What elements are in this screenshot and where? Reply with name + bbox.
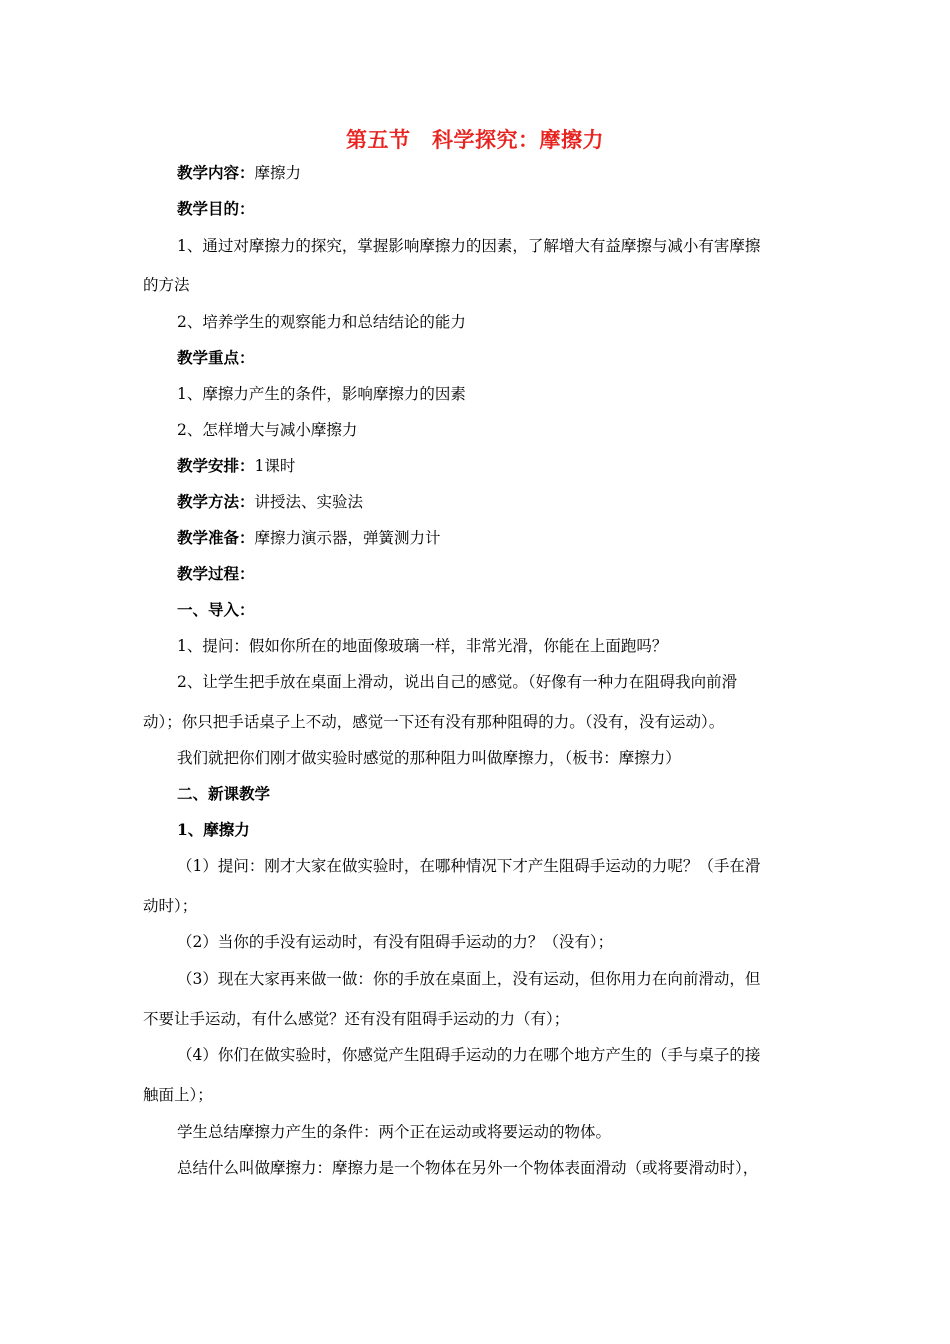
doc-line bbox=[177, 456, 847, 476]
line-text: 2、培养学生的观察能力和总结结论的能力 bbox=[177, 313, 466, 331]
doc-line bbox=[177, 748, 847, 768]
line-label: 教学安排： bbox=[177, 456, 255, 475]
doc-line bbox=[177, 420, 847, 440]
doc-line bbox=[177, 820, 847, 840]
doc-line bbox=[177, 1158, 847, 1178]
doc-line bbox=[143, 896, 813, 916]
line-text: 讲授法、实验法 bbox=[254, 493, 364, 511]
line-text: 1、提问：假如你所在的地面像玻璃一样，非常光滑，你能在上面跑吗？ bbox=[177, 637, 668, 655]
line-label: 教学过程： bbox=[177, 564, 255, 583]
line-text: 总结什么叫做摩擦力：摩擦力是一个物体在另外一个物体表面滑动（或将要滑动时）， bbox=[177, 1159, 759, 1177]
doc-line bbox=[177, 1122, 847, 1142]
doc-line bbox=[177, 312, 847, 332]
line-text: 1课时 bbox=[254, 457, 296, 475]
line-text: 不要让手运动，有什么感觉？还有没有阻碍手运动的力（有）； bbox=[143, 1010, 570, 1028]
doc-line bbox=[177, 672, 847, 692]
doc-line bbox=[177, 969, 847, 989]
line-text: 的方法 bbox=[143, 276, 190, 294]
line-text: 动）；你只把手话桌子上不动，感觉一下还有没有那种阻碍的力。（没有，没有运动）。 bbox=[143, 713, 725, 731]
doc-line bbox=[177, 932, 847, 952]
doc-line bbox=[143, 1009, 813, 1029]
doc-line bbox=[143, 275, 813, 295]
line-text: 1、通过对摩擦力的探究，掌握影响摩擦力的因素，了解增大有益摩擦与减小有害摩擦 bbox=[177, 237, 761, 255]
line-label: 教学内容： bbox=[177, 163, 255, 182]
doc-line bbox=[177, 636, 847, 656]
line-text: 2、怎样增大与减小摩擦力 bbox=[177, 421, 358, 439]
page-title: 第五节 科学探究：摩擦力 bbox=[346, 127, 604, 152]
line-text: 我们就把你们刚才做实验时感觉的那种阻力叫做摩擦力，（板书：摩擦力） bbox=[177, 749, 681, 767]
doc-line bbox=[177, 856, 847, 876]
line-text: 2、让学生把手放在桌面上滑动，说出自己的感觉。（好像有一种力在阻碍我向前滑 bbox=[177, 673, 738, 691]
line-text: （3）现在大家再来做一做：你的手放在桌面上，没有运动，但你用力在向前滑动，但 bbox=[177, 970, 761, 988]
line-label: 教学准备： bbox=[177, 528, 255, 547]
doc-line bbox=[177, 1045, 847, 1065]
doc-line bbox=[177, 600, 847, 620]
doc-line bbox=[177, 384, 847, 404]
line-text: 动时）； bbox=[143, 897, 198, 915]
line-text: 1、摩擦力产生的条件，影响摩擦力的因素 bbox=[177, 385, 466, 403]
doc-line bbox=[177, 564, 847, 584]
doc-line bbox=[177, 199, 847, 219]
doc-line bbox=[177, 236, 847, 256]
line-text: （1）提问：刚才大家在做实验时，在哪种情况下才产生阻碍手运动的力呢？（手在滑 bbox=[177, 857, 761, 875]
doc-line bbox=[143, 1085, 813, 1105]
line-label: 二、新课教学 bbox=[177, 784, 271, 803]
line-text: （2）当你的手没有运动时，有没有阻碍手运动的力？（没有）； bbox=[177, 933, 614, 951]
doc-line bbox=[177, 784, 847, 804]
line-label: 一、导入： bbox=[177, 600, 255, 619]
line-text: 学生总结摩擦力产生的条件：两个正在运动或将要运动的物体。 bbox=[177, 1123, 612, 1141]
doc-line bbox=[177, 492, 847, 512]
line-text: 摩擦力演示器，弹簧测力计 bbox=[254, 529, 441, 547]
doc-line bbox=[143, 712, 813, 732]
line-text: 摩擦力 bbox=[254, 164, 302, 182]
doc-line bbox=[177, 163, 847, 183]
doc-line bbox=[177, 528, 847, 548]
line-text: 触面上）； bbox=[143, 1086, 213, 1104]
line-label: 教学目的： bbox=[177, 199, 255, 218]
doc-line bbox=[177, 348, 847, 368]
line-label: 教学方法： bbox=[177, 492, 255, 511]
line-label: 教学重点： bbox=[177, 348, 255, 367]
line-label: 1、摩擦力 bbox=[177, 820, 250, 839]
line-text: （4）你们在做实验时，你感觉产生阻碍手运动的力在哪个地方产生的（手与桌子的接 bbox=[177, 1046, 761, 1064]
